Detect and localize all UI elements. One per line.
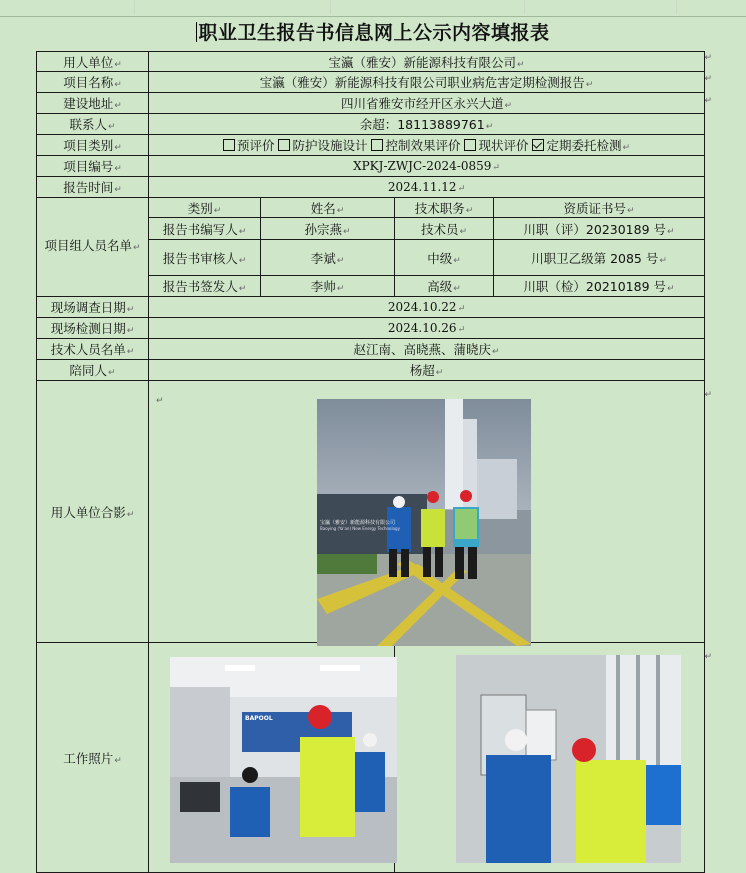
row-survey-date bbox=[37, 297, 705, 318]
sign-text-en: Baoying (Ya'an) New Energy Technology bbox=[320, 526, 400, 531]
label-work-photos: 工作照片↵ bbox=[37, 643, 149, 873]
member-cert[interactable]: 川职卫乙级第 2085 号↵ bbox=[494, 240, 705, 276]
checkbox-periodic-test[interactable] bbox=[532, 139, 544, 151]
value-report-date[interactable]: 2024.11.12↵ bbox=[149, 177, 705, 198]
checkbox-control-eval[interactable] bbox=[371, 139, 383, 151]
label-technicians: 技术人员名单↵ bbox=[37, 339, 149, 360]
para-mark: ↵ bbox=[704, 53, 712, 63]
checkbox-protect-design[interactable] bbox=[278, 139, 290, 151]
value-project-no[interactable]: XPKJ-ZWJC-2024-0859↵ bbox=[149, 156, 705, 177]
label-employer: 用人单位↵ bbox=[37, 52, 149, 72]
work-photo-2-scene bbox=[456, 655, 681, 863]
label-companion: 陪同人↵ bbox=[37, 360, 149, 381]
para-mark: ↵ bbox=[704, 96, 712, 106]
row-contact bbox=[37, 114, 705, 135]
row-category bbox=[37, 135, 705, 156]
label-address: 建设地址↵ bbox=[37, 93, 149, 114]
label-team: 项目组人员名单↵ bbox=[37, 198, 149, 297]
label-survey-date: 现场调查日期↵ bbox=[37, 297, 149, 318]
title-text: 职业卫生报告书信息网上公示内容填报表 bbox=[198, 22, 550, 44]
team-header-role: 类别↵ bbox=[149, 198, 261, 218]
row-companion bbox=[37, 360, 705, 381]
value-test-date[interactable]: 2024.10.26↵ bbox=[149, 318, 705, 339]
member-cert[interactable]: 川职（检）20210189 号↵ bbox=[494, 276, 705, 297]
value-technicians[interactable]: 赵江南、高晓燕、蒲晓庆↵ bbox=[149, 339, 705, 360]
para-mark: ↵ bbox=[704, 74, 712, 84]
value-contact[interactable]: 余超：18113889761↵ bbox=[149, 114, 705, 135]
group-photo bbox=[317, 399, 531, 646]
member-name[interactable]: 李斌↵ bbox=[261, 240, 395, 276]
value-project-name[interactable]: 宝瀛（雅安）新能源科技有限公司职业病危害定期检测报告↵ bbox=[149, 72, 705, 93]
value-address[interactable]: 四川省雅安市经开区永兴大道↵ bbox=[149, 93, 705, 114]
label-project-name: 项目名称↵ bbox=[37, 72, 149, 93]
row-project-no bbox=[37, 156, 705, 177]
member-name[interactable]: 孙宗燕↵ bbox=[261, 218, 395, 240]
para-mark: ↵ bbox=[156, 396, 164, 406]
sign-text: 宝瀛（雅安）新能源科技有限公司 bbox=[320, 520, 396, 526]
value-employer[interactable]: 宝瀛（雅安）新能源科技有限公司↵ bbox=[149, 52, 705, 72]
checkbox-pre-eval[interactable] bbox=[223, 139, 235, 151]
team-header-row bbox=[37, 198, 705, 218]
team-header-name: 姓名↵ bbox=[261, 198, 395, 218]
work-photo-2 bbox=[456, 655, 681, 863]
label-category: 项目类别↵ bbox=[37, 135, 149, 156]
team-header-title: 技术职务↵ bbox=[395, 198, 494, 218]
para-mark: ↵ bbox=[704, 652, 712, 662]
label-report-date: 报告时间↵ bbox=[37, 177, 149, 198]
value-category: 预评价 防护设施设计 控制效果评价 现状评价 定期委托检测↵ bbox=[149, 135, 705, 156]
work-photo-1-scene bbox=[170, 657, 397, 863]
page-title bbox=[0, 18, 746, 45]
member-role[interactable]: 报告书编写人↵ bbox=[149, 218, 261, 240]
label-test-date: 现场检测日期↵ bbox=[37, 318, 149, 339]
row-employer bbox=[37, 52, 705, 72]
member-title[interactable]: 中级↵ bbox=[395, 240, 494, 276]
member-cert[interactable]: 川职（评）20230189 号↵ bbox=[494, 218, 705, 240]
team-header-cert: 资质证书号↵ bbox=[494, 198, 705, 218]
row-report-date bbox=[37, 177, 705, 198]
label-contact: 联系人↵ bbox=[37, 114, 149, 135]
work-photo-1 bbox=[170, 657, 397, 863]
para-mark: ↵ bbox=[704, 390, 712, 400]
member-title[interactable]: 高级↵ bbox=[395, 276, 494, 297]
row-test-date bbox=[37, 318, 705, 339]
row-technicians bbox=[37, 339, 705, 360]
checkbox-status-eval[interactable] bbox=[464, 139, 476, 151]
row-project-name bbox=[37, 72, 705, 93]
member-role[interactable]: 报告书审核人↵ bbox=[149, 240, 261, 276]
banner-text: BAPOOL bbox=[245, 715, 273, 722]
member-title[interactable]: 技术员↵ bbox=[395, 218, 494, 240]
member-role[interactable]: 报告书签发人↵ bbox=[149, 276, 261, 297]
member-name[interactable]: 李帅↵ bbox=[261, 276, 395, 297]
value-survey-date[interactable]: 2024.10.22↵ bbox=[149, 297, 705, 318]
value-companion[interactable]: 杨超↵ bbox=[149, 360, 705, 381]
row-address bbox=[37, 93, 705, 114]
ruler-bar bbox=[0, 0, 746, 17]
label-project-no: 项目编号↵ bbox=[37, 156, 149, 177]
label-group-photo: 用人单位合影↵ bbox=[37, 381, 149, 643]
